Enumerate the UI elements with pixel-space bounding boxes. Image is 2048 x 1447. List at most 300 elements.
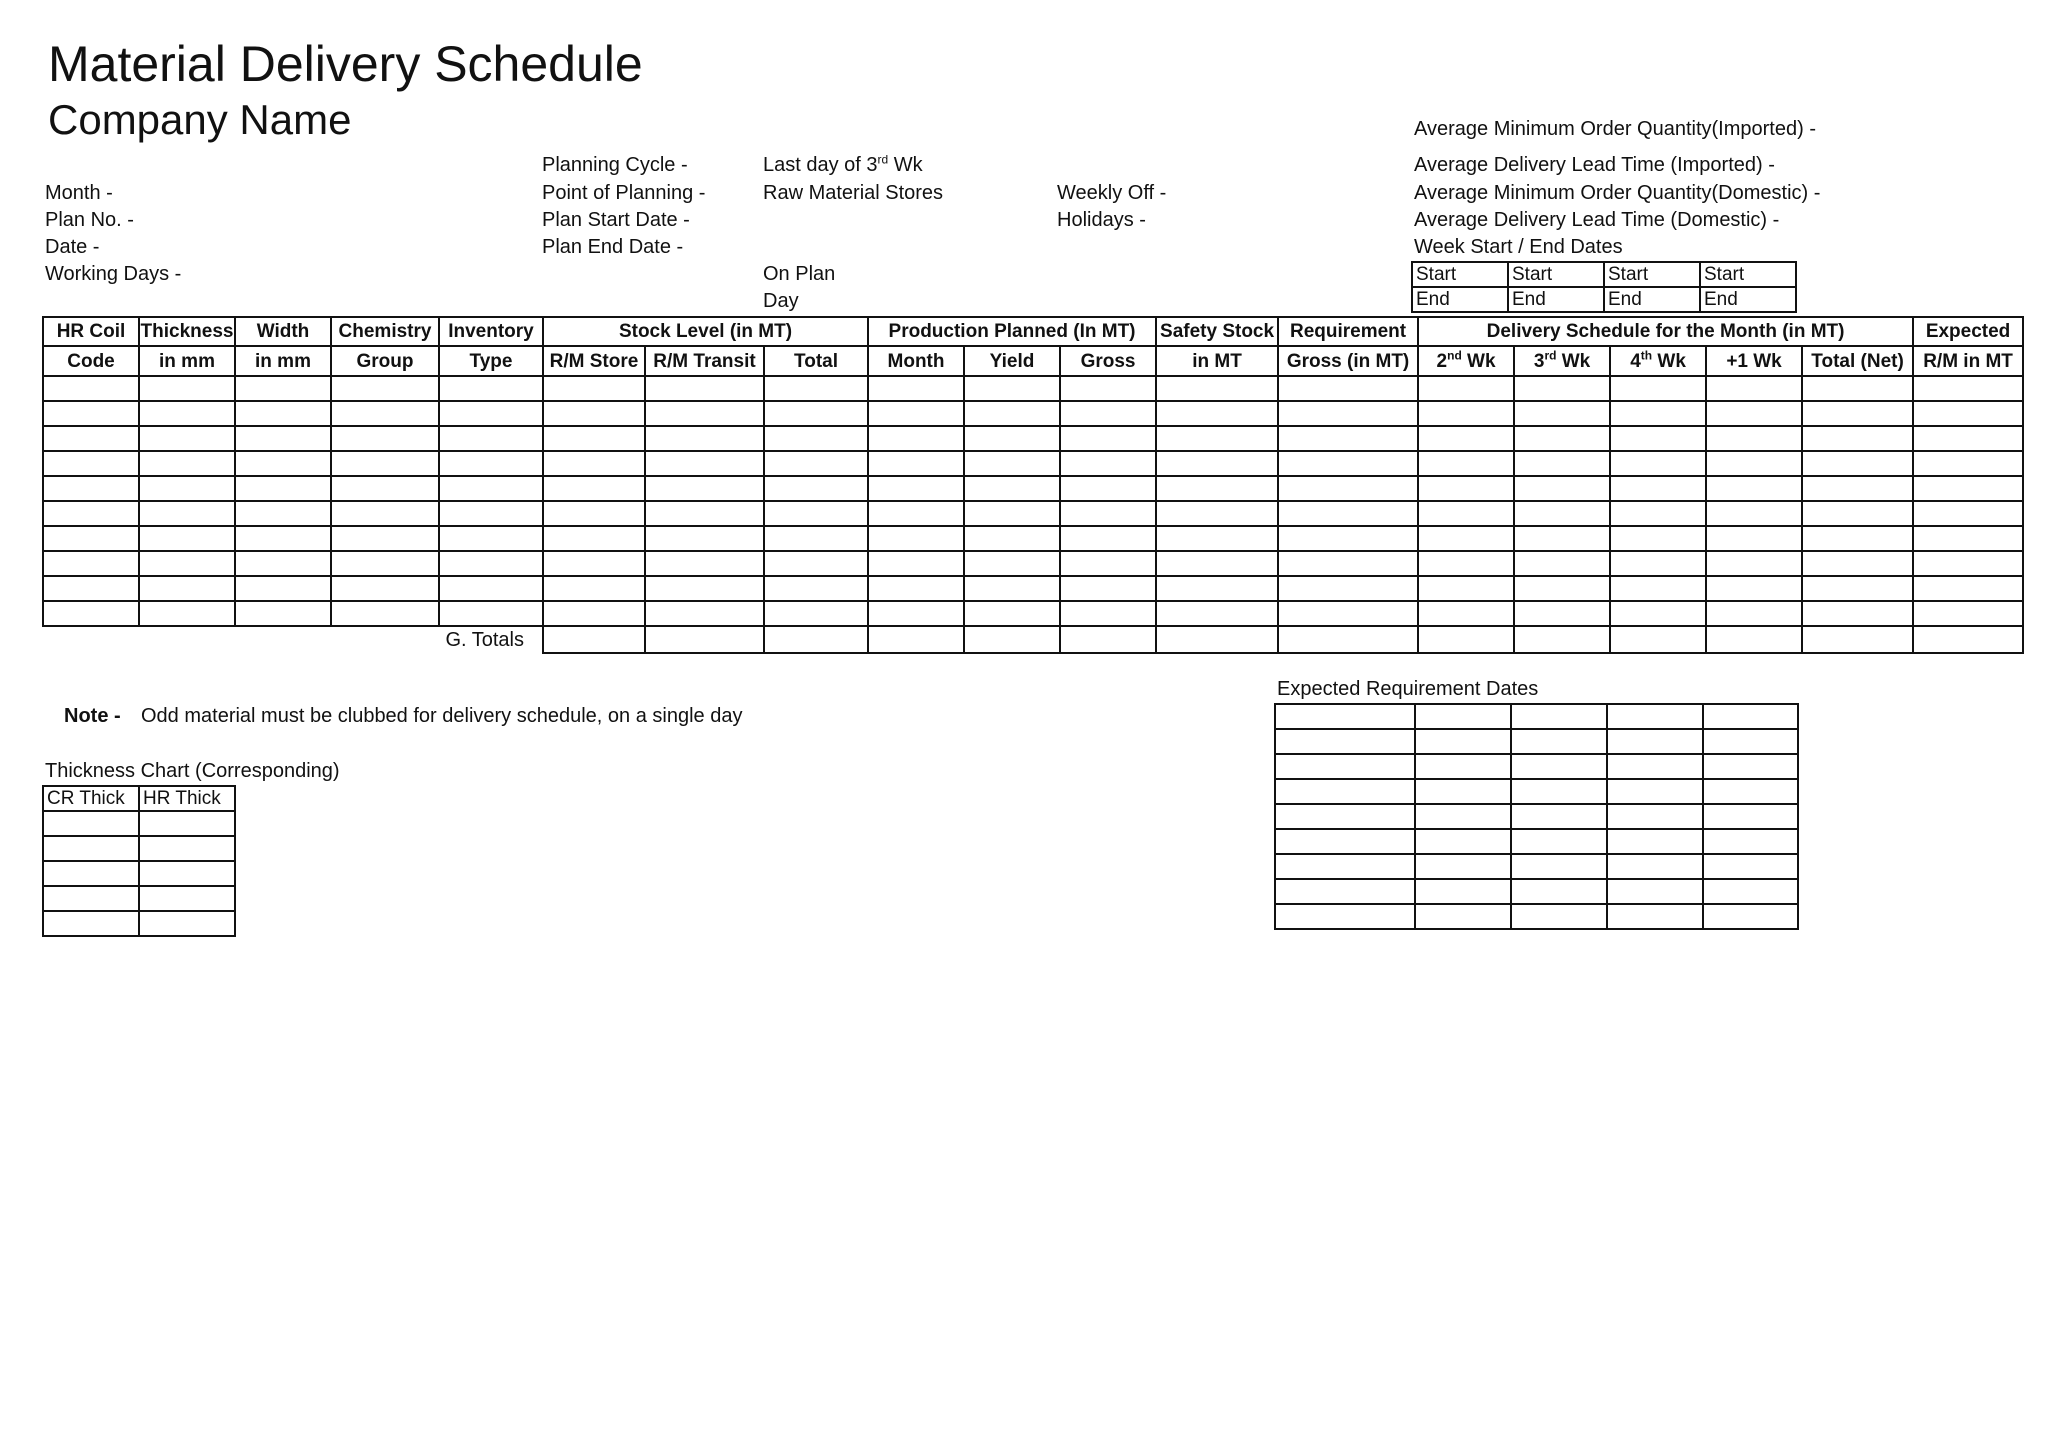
expected-date-cell[interactable] (1275, 854, 1415, 879)
expected-date-cell[interactable] (1275, 879, 1415, 904)
table-cell[interactable] (1802, 376, 1913, 401)
week-4-start[interactable]: Start (1700, 262, 1796, 287)
table-cell[interactable] (1514, 576, 1610, 601)
grand-total-cell[interactable] (1060, 626, 1156, 653)
grand-total-cell[interactable] (964, 626, 1060, 653)
table-cell[interactable] (439, 451, 543, 476)
expected-date-row (1275, 729, 1798, 754)
date-label: Date - (45, 236, 100, 258)
expected-date-cell[interactable] (1703, 879, 1798, 904)
table-cell[interactable] (1278, 451, 1418, 476)
plan-start-date-label: Plan Start Date - (542, 209, 690, 231)
expected-date-cell[interactable] (1511, 904, 1607, 929)
adlt-domestic-label: Average Delivery Lead Time (Domestic) - (1414, 209, 1780, 231)
table-cell[interactable] (964, 526, 1060, 551)
expected-date-cell[interactable] (1511, 754, 1607, 779)
table-cell[interactable] (331, 401, 439, 426)
expected-date-cell[interactable] (1275, 804, 1415, 829)
table-cell[interactable] (1060, 601, 1156, 626)
grand-total-cell[interactable] (1610, 626, 1706, 653)
expected-date-cell[interactable] (1511, 729, 1607, 754)
expected-date-cell[interactable] (1511, 879, 1607, 904)
week-3-start[interactable]: Start (1604, 262, 1700, 287)
table-cell[interactable] (1913, 551, 2023, 576)
table-cell[interactable] (43, 476, 139, 501)
table-cell[interactable] (1802, 501, 1913, 526)
table-cell[interactable] (964, 401, 1060, 426)
grand-total-cell[interactable] (1278, 626, 1418, 653)
table-cell[interactable] (139, 501, 235, 526)
table-cell[interactable] (645, 551, 764, 576)
header-safety-unit: in MT (1156, 346, 1278, 376)
header-safety-stock: Safety Stock (1156, 317, 1278, 346)
table-cell[interactable] (1514, 526, 1610, 551)
table-cell[interactable] (764, 501, 868, 526)
table-cell[interactable] (1706, 401, 1802, 426)
table-cell[interactable] (1610, 551, 1706, 576)
table-cell[interactable] (1278, 601, 1418, 626)
month-label: Month - (45, 182, 113, 204)
expected-date-cell[interactable] (1511, 704, 1607, 729)
on-plan-label: On Plan (763, 263, 836, 285)
header-total-net: Total (Net) (1802, 346, 1913, 376)
expected-date-row (1275, 779, 1798, 804)
table-cell[interactable] (645, 426, 764, 451)
table-cell[interactable] (645, 376, 764, 401)
table-cell[interactable] (1060, 426, 1156, 451)
grand-total-cell[interactable] (543, 626, 645, 653)
grand-total-cell[interactable] (1418, 626, 1514, 653)
table-cell[interactable] (43, 451, 139, 476)
expected-date-cell[interactable] (1607, 729, 1703, 754)
table-cell[interactable] (1514, 601, 1610, 626)
expected-date-cell[interactable] (1415, 704, 1511, 729)
table-cell[interactable] (1060, 401, 1156, 426)
table-cell[interactable] (43, 601, 139, 626)
table-cell[interactable] (868, 551, 964, 576)
table-cell[interactable] (1060, 501, 1156, 526)
table-cell[interactable] (1278, 476, 1418, 501)
table-cell[interactable] (543, 476, 645, 501)
expected-date-cell[interactable] (1415, 854, 1511, 879)
thickness-row (43, 861, 235, 886)
expected-date-cell[interactable] (1607, 704, 1703, 729)
table-cell[interactable] (868, 501, 964, 526)
table-cell[interactable] (235, 576, 331, 601)
table-cell[interactable] (868, 401, 964, 426)
table-cell[interactable] (764, 526, 868, 551)
expected-date-cell[interactable] (1275, 704, 1415, 729)
expected-date-cell[interactable] (1607, 754, 1703, 779)
table-cell[interactable] (1802, 601, 1913, 626)
expected-date-cell[interactable] (1607, 779, 1703, 804)
table-cell[interactable] (868, 426, 964, 451)
table-cell[interactable] (235, 601, 331, 626)
table-cell[interactable] (964, 426, 1060, 451)
week-1-start[interactable]: Start (1412, 262, 1508, 287)
document-title: Material Delivery Schedule (48, 36, 643, 92)
table-row (43, 551, 2023, 576)
table-cell[interactable] (1913, 426, 2023, 451)
table-cell[interactable] (1278, 526, 1418, 551)
table-cell[interactable] (235, 501, 331, 526)
table-cell[interactable] (543, 601, 645, 626)
table-cell[interactable] (964, 376, 1060, 401)
expected-date-cell[interactable] (1275, 779, 1415, 804)
table-cell[interactable] (1610, 451, 1706, 476)
table-cell[interactable] (1610, 376, 1706, 401)
table-cell[interactable] (439, 501, 543, 526)
table-row (43, 426, 2023, 451)
table-cell[interactable] (1610, 476, 1706, 501)
table-cell[interactable] (439, 401, 543, 426)
table-cell[interactable] (1060, 576, 1156, 601)
table-cell[interactable] (1060, 551, 1156, 576)
table-cell[interactable] (1156, 426, 1278, 451)
table-cell[interactable] (439, 551, 543, 576)
table-cell[interactable] (331, 426, 439, 451)
table-cell[interactable] (439, 601, 543, 626)
expected-date-row (1275, 854, 1798, 879)
grand-total-cell[interactable] (1802, 626, 1913, 653)
week-2-start[interactable]: Start (1508, 262, 1604, 287)
table-cell[interactable] (868, 576, 964, 601)
table-cell[interactable] (1706, 376, 1802, 401)
table-cell[interactable] (1610, 526, 1706, 551)
table-cell[interactable] (1706, 576, 1802, 601)
table-cell[interactable] (964, 451, 1060, 476)
table-cell[interactable] (1156, 376, 1278, 401)
table-cell[interactable] (331, 451, 439, 476)
table-cell[interactable] (1913, 526, 2023, 551)
table-cell[interactable] (543, 401, 645, 426)
thickness-cell[interactable] (139, 811, 235, 836)
table-cell[interactable] (543, 551, 645, 576)
expected-date-row (1275, 829, 1798, 854)
table-cell[interactable] (1418, 476, 1514, 501)
table-cell[interactable] (1418, 376, 1514, 401)
table-cell[interactable] (331, 476, 439, 501)
table-cell[interactable] (1418, 601, 1514, 626)
table-cell[interactable] (1060, 476, 1156, 501)
table-cell[interactable] (645, 576, 764, 601)
table-cell[interactable] (235, 551, 331, 576)
table-cell[interactable] (1278, 501, 1418, 526)
table-cell[interactable] (1514, 476, 1610, 501)
table-cell[interactable] (43, 501, 139, 526)
table-cell[interactable] (43, 526, 139, 551)
table-cell[interactable] (43, 401, 139, 426)
table-cell[interactable] (1610, 426, 1706, 451)
table-cell[interactable] (139, 401, 235, 426)
week-2-end[interactable]: End (1508, 287, 1604, 312)
planning-cycle-value: Last day of 3rd Wk (763, 152, 923, 176)
table-cell[interactable] (1278, 551, 1418, 576)
table-cell[interactable] (868, 451, 964, 476)
thickness-cell[interactable] (139, 861, 235, 886)
table-cell[interactable] (964, 601, 1060, 626)
expected-date-cell[interactable] (1415, 729, 1511, 754)
table-cell[interactable] (1060, 526, 1156, 551)
table-cell[interactable] (1514, 501, 1610, 526)
grand-total-cell[interactable] (645, 626, 764, 653)
table-cell[interactable] (235, 401, 331, 426)
table-cell[interactable] (235, 426, 331, 451)
thickness-cell[interactable] (43, 861, 139, 886)
thickness-cell[interactable] (139, 911, 235, 936)
thickness-row (43, 886, 235, 911)
expected-date-cell[interactable] (1275, 754, 1415, 779)
expected-date-cell[interactable] (1275, 904, 1415, 929)
table-cell[interactable] (868, 526, 964, 551)
table-cell[interactable] (43, 551, 139, 576)
table-cell[interactable] (1706, 451, 1802, 476)
table-cell[interactable] (1514, 376, 1610, 401)
thickness-cell[interactable] (139, 836, 235, 861)
expected-date-cell[interactable] (1703, 754, 1798, 779)
adlt-imported-label: Average Delivery Lead Time (Imported) - (1414, 154, 1775, 176)
table-cell[interactable] (1706, 551, 1802, 576)
thickness-cell[interactable] (139, 886, 235, 911)
table-cell[interactable] (1610, 501, 1706, 526)
table-cell[interactable] (235, 451, 331, 476)
expected-date-cell[interactable] (1703, 829, 1798, 854)
table-cell[interactable] (1802, 451, 1913, 476)
table-cell[interactable] (139, 601, 235, 626)
table-cell[interactable] (1514, 451, 1610, 476)
table-cell[interactable] (1802, 401, 1913, 426)
expected-date-cell[interactable] (1511, 779, 1607, 804)
table-cell[interactable] (1514, 551, 1610, 576)
totals-spacer (43, 626, 139, 653)
table-cell[interactable] (43, 426, 139, 451)
grand-total-cell[interactable] (764, 626, 868, 653)
delivery-schedule-table (42, 316, 2024, 654)
expected-date-cell[interactable] (1703, 729, 1798, 754)
table-cell[interactable] (139, 376, 235, 401)
table-cell[interactable] (1610, 576, 1706, 601)
table-cell[interactable] (1278, 401, 1418, 426)
expected-date-cell[interactable] (1275, 729, 1415, 754)
expected-date-cell[interactable] (1415, 804, 1511, 829)
table-cell[interactable] (331, 601, 439, 626)
thickness-chart-body (43, 811, 235, 936)
expected-date-cell[interactable] (1511, 829, 1607, 854)
table-cell[interactable] (235, 476, 331, 501)
table-cell[interactable] (645, 526, 764, 551)
table-cell[interactable] (235, 376, 331, 401)
table-cell[interactable] (764, 551, 868, 576)
table-cell[interactable] (1278, 576, 1418, 601)
table-cell[interactable] (1913, 601, 2023, 626)
table-cell[interactable] (139, 426, 235, 451)
expected-date-cell[interactable] (1607, 879, 1703, 904)
table-cell[interactable] (1706, 601, 1802, 626)
table-cell[interactable] (1913, 401, 2023, 426)
header-gross-in-mt: Gross (in MT) (1278, 346, 1418, 376)
table-cell[interactable] (764, 401, 868, 426)
week-3-end[interactable]: End (1604, 287, 1700, 312)
expected-date-cell[interactable] (1703, 704, 1798, 729)
table-cell[interactable] (1060, 451, 1156, 476)
table-cell[interactable] (1706, 526, 1802, 551)
table-cell[interactable] (964, 501, 1060, 526)
grand-total-cell[interactable] (1706, 626, 1802, 653)
table-cell[interactable] (1913, 451, 2023, 476)
table-cell[interactable] (764, 601, 868, 626)
table-cell[interactable] (764, 576, 868, 601)
table-cell[interactable] (1156, 526, 1278, 551)
table-cell[interactable] (1706, 426, 1802, 451)
table-cell[interactable] (1514, 401, 1610, 426)
table-cell[interactable] (1156, 576, 1278, 601)
expected-date-cell[interactable] (1703, 904, 1798, 929)
table-cell[interactable] (1278, 426, 1418, 451)
table-cell[interactable] (1156, 501, 1278, 526)
expected-date-cell[interactable] (1607, 829, 1703, 854)
expected-date-cell[interactable] (1415, 779, 1511, 804)
expected-date-cell[interactable] (1703, 779, 1798, 804)
table-cell[interactable] (1913, 476, 2023, 501)
thickness-cell[interactable] (43, 886, 139, 911)
table-cell[interactable] (139, 451, 235, 476)
table-cell[interactable] (543, 376, 645, 401)
table-cell[interactable] (868, 376, 964, 401)
table-cell[interactable] (543, 426, 645, 451)
table-cell[interactable] (1156, 451, 1278, 476)
table-cell[interactable] (868, 476, 964, 501)
expected-date-cell[interactable] (1607, 804, 1703, 829)
table-cell[interactable] (1156, 401, 1278, 426)
table-cell[interactable] (645, 451, 764, 476)
table-cell[interactable] (543, 526, 645, 551)
table-cell[interactable] (1802, 476, 1913, 501)
table-cell[interactable] (331, 576, 439, 601)
table-cell[interactable] (964, 551, 1060, 576)
table-cell[interactable] (439, 476, 543, 501)
table-cell[interactable] (1156, 601, 1278, 626)
table-cell[interactable] (331, 376, 439, 401)
table-cell[interactable] (1610, 601, 1706, 626)
table-cell[interactable] (764, 476, 868, 501)
table-cell[interactable] (764, 426, 868, 451)
table-cell[interactable] (868, 601, 964, 626)
table-cell[interactable] (645, 401, 764, 426)
thickness-cell[interactable] (43, 911, 139, 936)
expected-date-cell[interactable] (1511, 804, 1607, 829)
expected-date-cell[interactable] (1415, 879, 1511, 904)
table-cell[interactable] (1156, 476, 1278, 501)
table-cell[interactable] (764, 376, 868, 401)
table-cell[interactable] (1913, 501, 2023, 526)
table-cell[interactable] (1913, 376, 2023, 401)
table-cell[interactable] (43, 576, 139, 601)
expected-date-cell[interactable] (1415, 904, 1511, 929)
expected-date-cell[interactable] (1703, 854, 1798, 879)
column-hr-thick: HR Thick (139, 786, 235, 811)
table-cell[interactable] (764, 451, 868, 476)
grand-totals-label: G. Totals (445, 628, 524, 651)
header-delivery-schedule: Delivery Schedule for the Month (in MT) (1418, 317, 1913, 346)
table-cell[interactable] (235, 526, 331, 551)
table-cell[interactable] (964, 576, 1060, 601)
expected-date-cell[interactable] (1275, 829, 1415, 854)
table-cell[interactable] (139, 551, 235, 576)
header-stock-level: Stock Level (in MT) (543, 317, 868, 346)
thickness-cell[interactable] (43, 811, 139, 836)
header-2nd-wk: 2nd Wk (1418, 346, 1514, 376)
table-cell[interactable] (43, 376, 139, 401)
expected-date-cell[interactable] (1415, 754, 1511, 779)
header-type: Type (439, 346, 543, 376)
grand-total-cell[interactable] (868, 626, 964, 653)
expected-date-cell[interactable] (1511, 854, 1607, 879)
table-cell[interactable] (1802, 576, 1913, 601)
table-cell[interactable] (1913, 576, 2023, 601)
table-cell[interactable] (1802, 526, 1913, 551)
table-cell[interactable] (139, 576, 235, 601)
table-cell[interactable] (1418, 576, 1514, 601)
header-4th-wk: 4th Wk (1610, 346, 1706, 376)
table-cell[interactable] (1514, 426, 1610, 451)
table-cell[interactable] (1278, 376, 1418, 401)
table-cell[interactable] (439, 426, 543, 451)
table-cell[interactable] (331, 551, 439, 576)
table-cell[interactable] (1060, 376, 1156, 401)
table-cell[interactable] (543, 451, 645, 476)
table-cell[interactable] (1156, 551, 1278, 576)
table-cell[interactable] (1418, 426, 1514, 451)
week-1-end[interactable]: End (1412, 287, 1508, 312)
table-cell[interactable] (331, 526, 439, 551)
table-cell[interactable] (1706, 476, 1802, 501)
table-cell[interactable] (645, 601, 764, 626)
table-cell[interactable] (139, 476, 235, 501)
table-cell[interactable] (645, 476, 764, 501)
table-cell[interactable] (1802, 551, 1913, 576)
table-cell[interactable] (1418, 451, 1514, 476)
table-cell[interactable] (1802, 426, 1913, 451)
expected-date-cell[interactable] (1607, 854, 1703, 879)
table-cell[interactable] (439, 376, 543, 401)
table-cell[interactable] (1418, 501, 1514, 526)
table-row (43, 576, 2023, 601)
table-cell[interactable] (1418, 551, 1514, 576)
table-cell[interactable] (645, 501, 764, 526)
table-cell[interactable] (1418, 401, 1514, 426)
table-cell[interactable] (139, 526, 235, 551)
week-4-end[interactable]: End (1700, 287, 1796, 312)
thickness-cell[interactable] (43, 836, 139, 861)
table-cell[interactable] (1706, 501, 1802, 526)
table-cell[interactable] (543, 501, 645, 526)
expected-date-cell[interactable] (1607, 904, 1703, 929)
table-cell[interactable] (439, 526, 543, 551)
grand-total-cell[interactable] (1156, 626, 1278, 653)
table-cell[interactable] (964, 476, 1060, 501)
table-cell[interactable] (1418, 526, 1514, 551)
table-cell[interactable] (1610, 401, 1706, 426)
table-cell[interactable] (331, 501, 439, 526)
table-cell[interactable] (543, 576, 645, 601)
grand-total-cell[interactable] (1913, 626, 2023, 653)
thickness-chart-table (42, 785, 236, 937)
expected-date-cell[interactable] (1415, 829, 1511, 854)
grand-total-cell[interactable] (1514, 626, 1610, 653)
point-of-planning-value: Raw Material Stores (763, 182, 944, 204)
expected-date-cell[interactable] (1703, 804, 1798, 829)
table-cell[interactable] (439, 576, 543, 601)
